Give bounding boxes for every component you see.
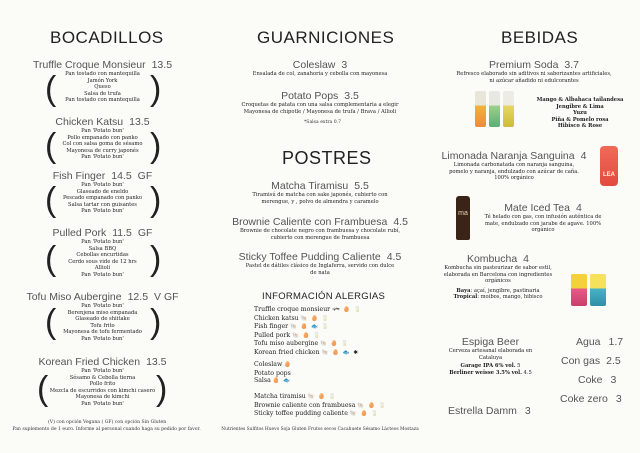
item-description: Pastel de dátiles clásico de Inglaferra, servido con dulce de nata (245, 263, 395, 276)
allergy-list-mains (254, 306, 362, 358)
allergy-row: Tofu miso aubergine 🐚 🥚 🥛 (254, 340, 350, 348)
item-description: Croquetas de patata con una salsa complementaria a elegir Mayonesa de chipotle / Mayonesa de trufa / Brava / Allioli (241, 102, 399, 115)
middle-column (214, 0, 426, 453)
kombucha-can-image (590, 274, 606, 306)
allergy-row: Potato pops (254, 369, 291, 377)
menu-item (0, 116, 205, 165)
menu-item (214, 59, 426, 78)
mate-bottle-image: ma (456, 196, 470, 240)
item-price: 4 (580, 150, 587, 162)
item-price: 13.5 (151, 59, 173, 71)
bracket-right-icon: ) (150, 181, 162, 219)
soda-can-image (475, 91, 486, 127)
beer-list: Garage IPA 6% vol. 5 Berliner weisse 3.5% vol. 4.5 (449, 363, 532, 376)
item-name: Matcha Tiramisu (271, 180, 349, 192)
item-name: Fish Finger (52, 170, 106, 182)
item-description: Pan 'Potato bun' Berenjena miso empanada Glaseado de shiitake Tofu frito Mayonesa de tofu fermentado Pan 'Potato bun' (63, 303, 142, 342)
item-price: 3.7 (564, 59, 580, 71)
item-price: 14.5 (111, 170, 132, 182)
menu-item-estrella: Estrella Damm 3 (448, 405, 531, 417)
item-price: 13.5 (146, 356, 167, 368)
allergy-row: Coleslaw 🥚 (254, 361, 293, 368)
item-name: Potato Pops (281, 90, 339, 102)
item-name: Korean Fried Chicken (38, 356, 141, 368)
menu-item-premium-soda (428, 59, 640, 84)
item-price: 4.5 (386, 251, 402, 263)
item-description: Brownie de chocolate negro con frambuesa y chocolate rubí, cubierto con merengue de frambuesa (239, 228, 401, 241)
allergen-icons: 🐚 🥚 🥛 (349, 411, 379, 418)
item-name: Limonada Naranja Sanguina (441, 150, 575, 162)
section-title-postres: POSTRES (282, 148, 372, 168)
item-price: 13.5 (129, 116, 150, 128)
menu-item-coke: Coke 3 (578, 374, 617, 386)
bracket-right-icon: ) (150, 127, 162, 165)
bocadillos-column (0, 0, 210, 453)
allergen-icons: 🥚 (284, 362, 293, 368)
item-description: Refresco elaborado sin aditivos ni saborizantes artificiales, ni azúcar añadido ni edulcorantes (456, 71, 612, 84)
section-title-guarniciones: GUARNICIONES (257, 28, 395, 47)
allergen-icons: 🐚 🥚 🥛 (300, 315, 330, 322)
item-description: Ensalada de col, zanahoria y cebolla con mayonesa (252, 71, 388, 77)
item-name: Mate Iced Tea (504, 202, 570, 214)
menu-item-espiga (428, 336, 553, 376)
item-description: Té helado con gas, con infusión auténtica de mate, endulzado con jarabe de agave. 100% orgánico (484, 214, 602, 234)
allergy-list-sides (254, 361, 292, 386)
menu-item-agua: Agua 1.7 (576, 336, 624, 348)
item-description: Tiramisú de matcha con sake japonés, cubierto con merengue, y , polvo de almendra y caramelo (252, 192, 388, 205)
footnote-bread: Pan suplemento de 1 euro. Informe al personal cuando haga su pedido por favor. (12, 427, 201, 432)
bracket-right-icon: ) (150, 240, 162, 278)
item-price: 5.5 (354, 180, 369, 192)
item-description: Kombucha sin pasteurizar de sabor estil, elaborada en Barcelona con ingredientes orgánicos (443, 265, 553, 285)
allergy-row: Korean fried chicken 🐚 🥚 🐟 ✱ (254, 348, 359, 356)
menu-item (0, 227, 205, 279)
item-description: Pan 'Potato bun' Sésamo & Cebolla tierna Pollo frito Mezcla de escurridos con kimchi casero Mayonesa de kimchi Pan 'Potato bun' (49, 368, 156, 407)
dietary-tag: GF (137, 227, 153, 239)
item-name: Pulled Pork (52, 227, 107, 239)
allergy-row: Salsa 🥚 🐟 (254, 377, 292, 385)
item-price: 3 (341, 59, 348, 71)
menu-item (0, 59, 205, 108)
bracket-left-icon: ( (45, 127, 57, 165)
item-description: Pan tostado con mantequilla Jamón York Queso Salsa de trufa Pan tostado con mantequilla (65, 71, 140, 104)
allergy-list-desserts (254, 393, 386, 419)
sauce-extra-note: *Salsa extra 0.7 (304, 120, 342, 125)
menu-item (214, 216, 426, 241)
item-name: Kombucha (466, 253, 518, 265)
item-description: Pan 'Potato bun' Glaseado de eneldo Pescado empanado con panko Salsa tartar con guisantes Pan 'Potato bun' (62, 182, 143, 215)
soda-can-image (489, 91, 500, 127)
allergy-row: Brownie caliente con frambuesa 🐚 🥚 🥛 (254, 401, 387, 409)
dietary-tag: GF (137, 170, 153, 182)
item-price: 12.5 (127, 291, 149, 303)
menu-item (0, 291, 205, 343)
allergy-row: Chicken katsu 🐚 🥚 🥛 (254, 314, 330, 322)
item-name: Premium Soda (488, 59, 559, 71)
item-price: 3.5 (344, 90, 359, 102)
item-description: Cerveza artesanal elaborada en Cataluya (448, 348, 533, 361)
kombucha-flavors: Baya: açaí, jengibre, pastinaria Tropical: moibos, mango, hibisco (453, 287, 543, 301)
allergy-row: Sticky toffee pudding caliente 🐚 🥚 🥛 (254, 410, 379, 418)
menu-item-kombucha (428, 253, 568, 301)
bracket-right-icon: ) (156, 370, 168, 408)
allergen-icons: 🐚 🥚 🥛 (320, 341, 350, 348)
bracket-right-icon: ) (150, 70, 162, 108)
allergen-icons: 🥚 🐟 (272, 378, 292, 385)
item-description: Pan 'Potato bun' Pollo empanado con panko Col con salsa goma de sésamo Mayonesa de curry japonés Pan 'Potato bun' (62, 128, 143, 161)
bracket-left-icon: ( (45, 240, 57, 278)
soda-flavors: Mango & Albahaca tailandesa Jengibre & Lima Yuzu Piña & Pomelo rosa Hibisco & Rose (536, 97, 624, 130)
item-price: 4 (575, 202, 582, 214)
item-description: Pan 'Potato bun' Salsa BBQ Cebollas encurtidas Cerdo sous vide de 12 hrs Allioli Pan 'Potato bun' (68, 239, 137, 278)
menu-item (0, 170, 205, 219)
menu-item (0, 356, 205, 408)
menu-item (214, 90, 426, 115)
menu-item-coke-zero: Coke zero 3 (560, 393, 622, 405)
allergy-row: Pulled pork 🐚 🥚 🥛 (254, 331, 322, 339)
bracket-left-icon: ( (45, 181, 57, 219)
item-name: Sticky Toffee Pudding Caliente (238, 251, 381, 263)
bracket-right-icon: ) (150, 303, 162, 341)
item-name: Tofu Miso Aubergine (26, 291, 122, 303)
section-title-bebidas: BEBIDAS (501, 28, 579, 47)
item-name: Truffle Croque Monsieur (32, 59, 146, 71)
bracket-left-icon: ( (37, 370, 49, 408)
lemonade-can-image: LEA (600, 146, 618, 186)
item-name: Espiga Beer (461, 336, 520, 348)
item-price: 4.5 (393, 216, 408, 228)
menu-item (214, 251, 426, 276)
allergen-legend: Nutrientes Sulfitos Huevo Soja Gluten Frutos secos Cacahuete Sésamo Lácteos Mostaza (221, 427, 419, 432)
allergen-icons: 🐚 🥚 🐟 🥛 (290, 324, 330, 331)
kombucha-can-image (571, 274, 587, 306)
menu-item-limonada (434, 150, 594, 182)
dietary-tag: V GF (154, 291, 179, 303)
allergen-icons: 🐚 🥚 🐟 ✱ (321, 349, 359, 356)
allergen-icons: 🐚 🥚 🥛 (292, 332, 322, 339)
footnote-dietary: (V) con opción Vegana ( GF) con opción Sin Gluten (48, 420, 167, 425)
menu-item-con-gas: Con gas 2.5 (561, 355, 621, 367)
item-name: Chicken Katsu (55, 116, 124, 128)
allergy-row: Fish finger 🐚 🥚 🐟 🥛 (254, 323, 330, 331)
item-name: Coleslaw (292, 59, 336, 71)
allergy-row: Truffle croque monsieur 𓆟 🥚 🥛 (254, 306, 362, 313)
bracket-left-icon: ( (45, 303, 57, 341)
allergy-title: INFORMACIÓN ALERGIAS (262, 291, 386, 302)
allergy-row: Matcha tiramisu 🐚 🥚 🥛 (254, 393, 337, 400)
allergen-icons: 𓆟 🥚 🥛 (332, 307, 362, 313)
bebidas-column (428, 0, 640, 453)
item-price: 4 (523, 253, 530, 265)
allergen-icons: 🐚 🥚 🥛 (307, 394, 337, 400)
section-title-bocadillos: BOCADILLOS (50, 28, 164, 47)
bracket-left-icon: ( (45, 70, 57, 108)
item-description: Limonada carbonatada con naranja sanguina, pomelo y naranja, endulzado con azúcar de caña. 100% orgánico (449, 162, 579, 182)
item-price: 11.5 (112, 227, 132, 239)
soda-can-image (503, 91, 514, 127)
menu-item-mate (448, 202, 638, 234)
item-name: Brownie Caliente con Frambuesa (232, 216, 388, 228)
allergen-icons: 🐚 🥚 🥛 (357, 402, 387, 409)
menu-item (214, 180, 426, 205)
